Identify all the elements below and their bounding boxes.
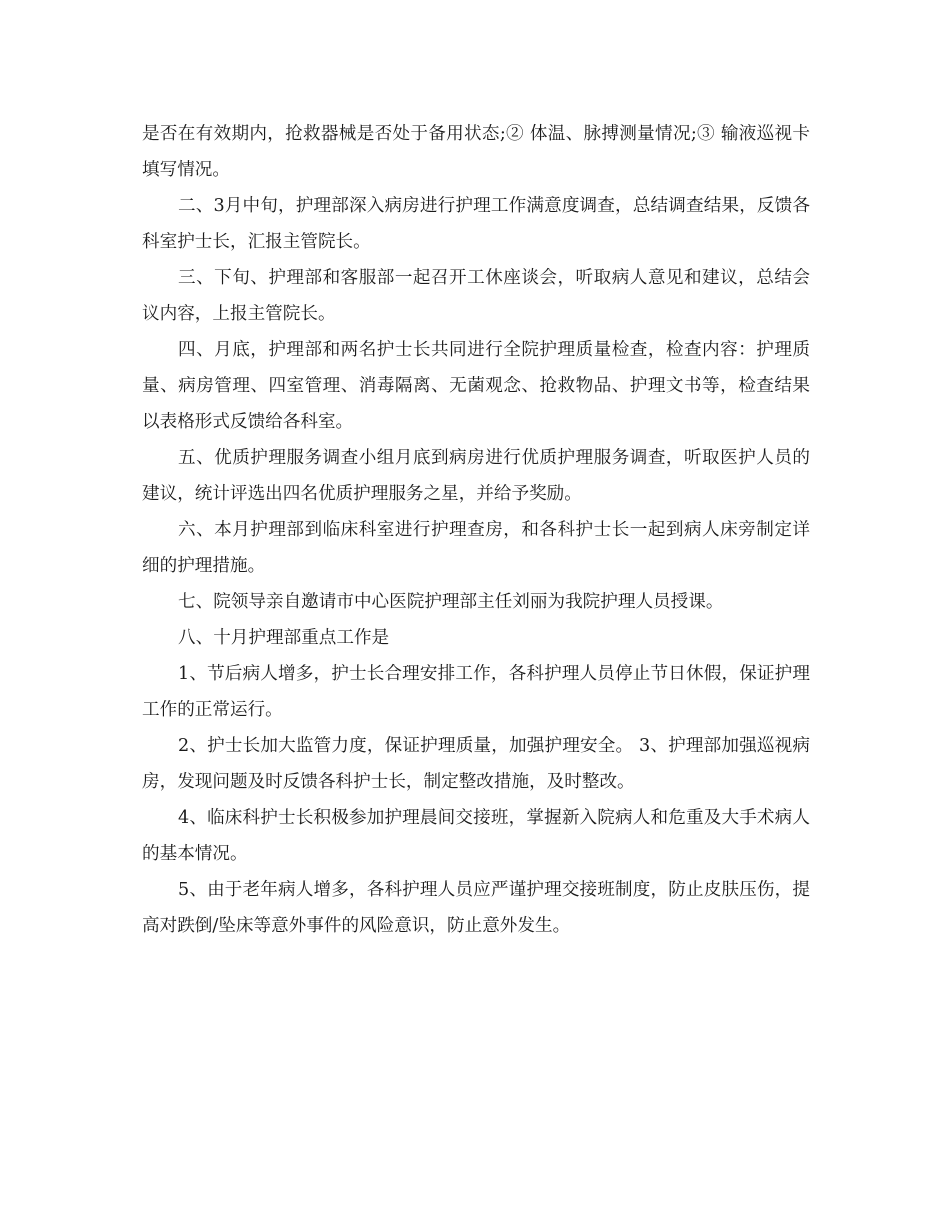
paragraph-subitem-5: 5、由于老年病人增多，各科护理人员应严谨护理交接班制度，防止皮肤压伤，提高对跌倒/坠床等意外事件的风险意识，防止意外发生。	[142, 880, 810, 936]
paragraph-subitem-4: 4、临床科护士长积极参加护理晨间交接班，掌握新入院病人和危重及大手术病人的基本情况。	[142, 808, 810, 864]
paragraph-item-6: 六、本月护理部到临床科室进行护理查房，和各科护士长一起到病人床旁制定详细的护理措施。	[142, 520, 810, 576]
paragraph-item-8-heading: 八、十月护理部重点工作是	[178, 628, 390, 648]
paragraph-continuation: 是否在有效期内，抢救器械是否处于备用状态;② 体温、脉搏测量情况;③ 输液巡视卡填写情况。	[142, 124, 810, 180]
paragraph-subitem-1: 1、节后病人增多，护士长合理安排工作，各科护理人员停止节日休假，保证护理工作的正常运行。	[142, 664, 810, 720]
paragraph-subitem-2-3: 2、护士长加大监管力度，保证护理质量，加强护理安全。 3、护理部加强巡视病房，发现问题及时反馈各科护士长，制定整改措施，及时整改。	[142, 736, 810, 792]
paragraph-item-4: 四、月底，护理部和两名护士长共同进行全院护理质量检查，检查内容：护理质量、病房管理、四室管理、消毒隔离、无菌观念、抢救物品、护理文书等，检查结果以表格形式反馈给各科室。	[142, 340, 810, 432]
paragraph-item-3: 三、下旬、护理部和客服部一起召开工休座谈会，听取病人意见和建议，总结会议内容，上报主管院长。	[142, 268, 810, 324]
paragraph-item-2: 二、3月中旬，护理部深入病房进行护理工作满意度调查，总结调查结果，反馈各科室护士长，汇报主管院长。	[142, 196, 810, 252]
paragraph-item-5: 五、优质护理服务调查小组月底到病房进行优质护理服务调查，听取医护人员的建议，统计评选出四名优质护理服务之星，并给予奖励。	[142, 448, 810, 504]
paragraph-item-7: 七、院领导亲自邀请市中心医院护理部主任刘丽为我院护理人员授课。	[178, 592, 724, 612]
document-body	[142, 116, 810, 944]
